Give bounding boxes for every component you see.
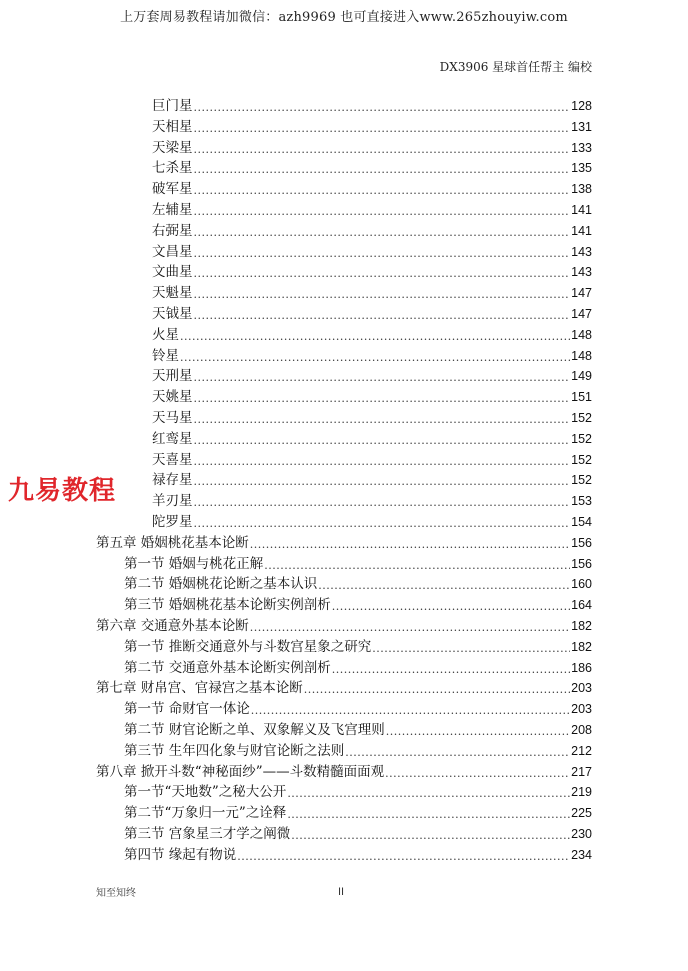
toc-entry-title: 天马星 (152, 410, 193, 426)
toc-entry-page: 203 (571, 681, 592, 696)
toc-entry[interactable] (96, 762, 592, 782)
toc-entry-title: 第八章 掀开斗数“神秘面纱”——斗数精髓面面观 (96, 763, 385, 780)
toc-leader-dots (180, 350, 570, 366)
toc-entry[interactable] (152, 366, 592, 386)
toc-entry-page: 152 (571, 431, 592, 446)
toc-leader-dots (194, 225, 571, 241)
toc-leader-dots (194, 495, 571, 511)
toc-entry-title: 第三节 宫象星三才学之阐微 (124, 826, 291, 842)
toc-entry-page: 143 (571, 244, 592, 259)
toc-entry-page: 156 (571, 556, 592, 571)
toc-entry-title: 天魁星 (152, 285, 193, 302)
toc-entry-page: 182 (571, 639, 592, 654)
toc-entry-title: 羊刃星 (152, 493, 193, 510)
toc-entry[interactable] (152, 221, 592, 241)
toc-leader-dots (194, 142, 571, 158)
toc-entry[interactable] (124, 658, 592, 678)
toc-entry-title: 破军星 (152, 181, 193, 198)
toc-entry[interactable] (124, 782, 592, 802)
toc-entry[interactable] (152, 96, 592, 116)
toc-entry-title: 铃星 (152, 347, 179, 364)
toc-entry-title: 第一节 命财官一体论 (124, 701, 250, 718)
toc-leader-dots (386, 724, 570, 740)
toc-entry-page: 164 (571, 598, 592, 613)
toc-entry-title: 第一节“天地数”之秘大公开 (124, 784, 287, 801)
toc-entry-title: 右弼星 (152, 222, 193, 239)
toc-entry[interactable] (124, 741, 592, 761)
toc-entry-page: 152 (571, 473, 592, 488)
toc-entry-title: 第三节 生年四化象与财官论断之法则 (124, 742, 345, 759)
toc-entry-page: 138 (571, 182, 592, 197)
toc-entry-page: 148 (571, 327, 592, 342)
toc-leader-dots (250, 537, 570, 553)
toc-entry[interactable] (96, 616, 592, 636)
toc-leader-dots (194, 412, 571, 428)
toc-leader-dots (287, 807, 570, 823)
toc-entry[interactable] (152, 325, 592, 345)
toc-entry[interactable] (124, 803, 592, 823)
toc-entry[interactable] (124, 824, 592, 844)
toc-leader-dots (287, 786, 570, 802)
toc-entry-page: 153 (571, 494, 592, 509)
toc-entry[interactable] (152, 179, 592, 199)
toc-entry[interactable] (96, 533, 592, 553)
toc-entry[interactable] (152, 283, 592, 303)
toc-entry[interactable] (124, 637, 592, 657)
toc-entry-page: 186 (571, 660, 592, 675)
toc-entry-page: 203 (571, 702, 592, 717)
toc-entry[interactable] (152, 346, 592, 366)
toc-entry[interactable] (152, 262, 592, 282)
toc-entry-title: 左辅星 (152, 202, 193, 218)
toc-entry[interactable] (96, 678, 592, 698)
toc-leader-dots (194, 246, 571, 262)
toc-entry-title: 文昌星 (152, 243, 193, 260)
toc-leader-dots (194, 454, 571, 470)
toc-entry[interactable] (152, 491, 592, 511)
toc-entry-page: 152 (571, 411, 592, 425)
toc-leader-dots (332, 662, 570, 678)
toc-entry-page: 219 (571, 785, 592, 800)
toc-leader-dots (180, 329, 570, 345)
toc-leader-dots (237, 849, 570, 865)
toc-entry-page: 143 (571, 265, 592, 280)
toc-entry-page: 128 (571, 99, 592, 113)
toc-entry[interactable] (152, 304, 592, 324)
toc-entry[interactable] (152, 450, 592, 470)
top-banner: 上万套周易教程请加微信：azh9969 也可直接进入www.265zhouyiw.com (120, 10, 568, 25)
toc-entry-page: 147 (571, 286, 592, 301)
toc-entry-page: 148 (571, 348, 592, 363)
watermark-logo: 九易教程 (8, 476, 117, 506)
toc-entry-page: 141 (571, 203, 592, 217)
toc-entry-page: 208 (571, 723, 592, 737)
toc-entry[interactable] (124, 595, 592, 615)
toc-leader-dots (332, 599, 570, 615)
toc-entry[interactable] (124, 699, 592, 719)
toc-entry[interactable] (124, 554, 592, 574)
toc-entry-title: 文曲星 (152, 264, 193, 281)
toc-entry-page: 147 (571, 307, 592, 321)
toc-entry-title: 天刑星 (152, 368, 193, 385)
toc-leader-dots (372, 641, 570, 657)
toc-entry-page: 152 (571, 452, 592, 467)
toc-entry-title: 第六章 交通意外基本论断 (96, 618, 249, 634)
toc-leader-dots (251, 703, 570, 719)
toc-entry-title: 第七章 财帛宫、官禄宫之基本论断 (96, 680, 303, 697)
toc-entry-title: 第二节 交通意外基本论断实例剖析 (124, 659, 331, 676)
toc-entry-page: 212 (571, 743, 592, 758)
toc-entry[interactable] (152, 512, 592, 532)
toc-leader-dots (194, 391, 571, 407)
toc-entry-title: 第二节 婚姻桃花论断之基本认识 (124, 576, 318, 593)
toc-entry[interactable] (152, 470, 592, 490)
toc-entry-page: 230 (571, 827, 592, 841)
toc-entry[interactable] (124, 720, 592, 740)
toc-leader-dots (291, 828, 570, 844)
toc-entry-page: 154 (571, 515, 592, 529)
toc-entry-page: 217 (571, 764, 592, 779)
toc-entry[interactable] (152, 429, 592, 449)
toc-entry-page: 131 (571, 119, 592, 134)
toc-entry-title: 天梁星 (152, 139, 193, 156)
toc-leader-dots (264, 558, 570, 574)
toc-entry-title: 禄存星 (152, 472, 193, 489)
toc-entry-title: 第三节 婚姻桃花基本论断实例剖析 (124, 597, 331, 614)
toc-entry-title: 第二节 财官论断之单、双象解义及飞宫理则 (124, 722, 385, 738)
toc-leader-dots (194, 100, 571, 116)
toc-entry-title: 七杀星 (152, 160, 193, 177)
toc-entry-page: 160 (571, 577, 592, 592)
toc-leader-dots (194, 433, 571, 449)
toc-entry-page: 234 (571, 847, 592, 862)
toc-entry-page: 149 (571, 369, 592, 384)
toc-entry-page: 182 (571, 619, 592, 633)
toc-entry-page: 135 (571, 161, 592, 176)
toc-entry-title: 天相星 (152, 118, 193, 135)
toc-entry-page: 156 (571, 535, 592, 550)
toc-entry[interactable] (152, 200, 592, 220)
toc-entry[interactable] (152, 138, 592, 158)
toc-leader-dots (194, 308, 571, 324)
toc-entry-title: 天姚星 (152, 389, 193, 406)
toc-leader-dots (318, 578, 570, 594)
toc-entry-title: 陀罗星 (152, 514, 193, 530)
toc-leader-dots (194, 266, 571, 282)
footer-page-number: II (338, 886, 345, 898)
toc-entry-title: 红鸾星 (152, 430, 193, 447)
toc-entry-title: 天喜星 (152, 451, 193, 468)
toc-entry-page: 225 (571, 806, 592, 821)
toc-entry[interactable] (152, 242, 592, 262)
toc-leader-dots (194, 516, 571, 532)
toc-entry-title: 天钺星 (152, 306, 193, 322)
toc-leader-dots (194, 474, 571, 490)
toc-entry-title: 火星 (152, 326, 179, 343)
toc-leader-dots (194, 204, 571, 220)
toc-entry-title: 第四节 缘起有物说 (124, 846, 237, 863)
toc-leader-dots (194, 370, 571, 386)
toc-entry[interactable] (152, 117, 592, 137)
toc-leader-dots (250, 620, 570, 636)
toc-entry-page: 133 (571, 140, 592, 155)
toc-entry[interactable] (124, 574, 592, 594)
editor-credit: DX3906 星球首任帮主 编校 (439, 60, 592, 74)
toc-entry[interactable] (152, 387, 592, 407)
toc-entry[interactable] (152, 158, 592, 178)
toc-leader-dots (345, 745, 570, 761)
toc-entry-page: 151 (571, 390, 592, 405)
toc-leader-dots (194, 183, 571, 199)
toc-entry-title: 第五章 婚姻桃花基本论断 (96, 534, 249, 551)
toc-leader-dots (304, 682, 570, 698)
footer-left-text: 知至知终 (96, 888, 136, 899)
toc-leader-dots (194, 121, 571, 137)
toc-entry[interactable] (152, 408, 592, 428)
toc-entry-title: 巨门星 (152, 98, 193, 114)
toc-leader-dots (385, 766, 570, 782)
toc-entry[interactable] (124, 845, 592, 865)
toc-entry-title: 第一节 婚姻与桃花正解 (124, 555, 264, 572)
toc-entry-title: 第一节 推断交通意外与斗数宫星象之研究 (124, 638, 372, 655)
toc-leader-dots (194, 162, 571, 178)
toc-leader-dots (194, 287, 571, 303)
toc-entry-page: 141 (571, 223, 592, 238)
toc-entry-title: 第二节“万象归一元”之诠释 (124, 805, 287, 822)
